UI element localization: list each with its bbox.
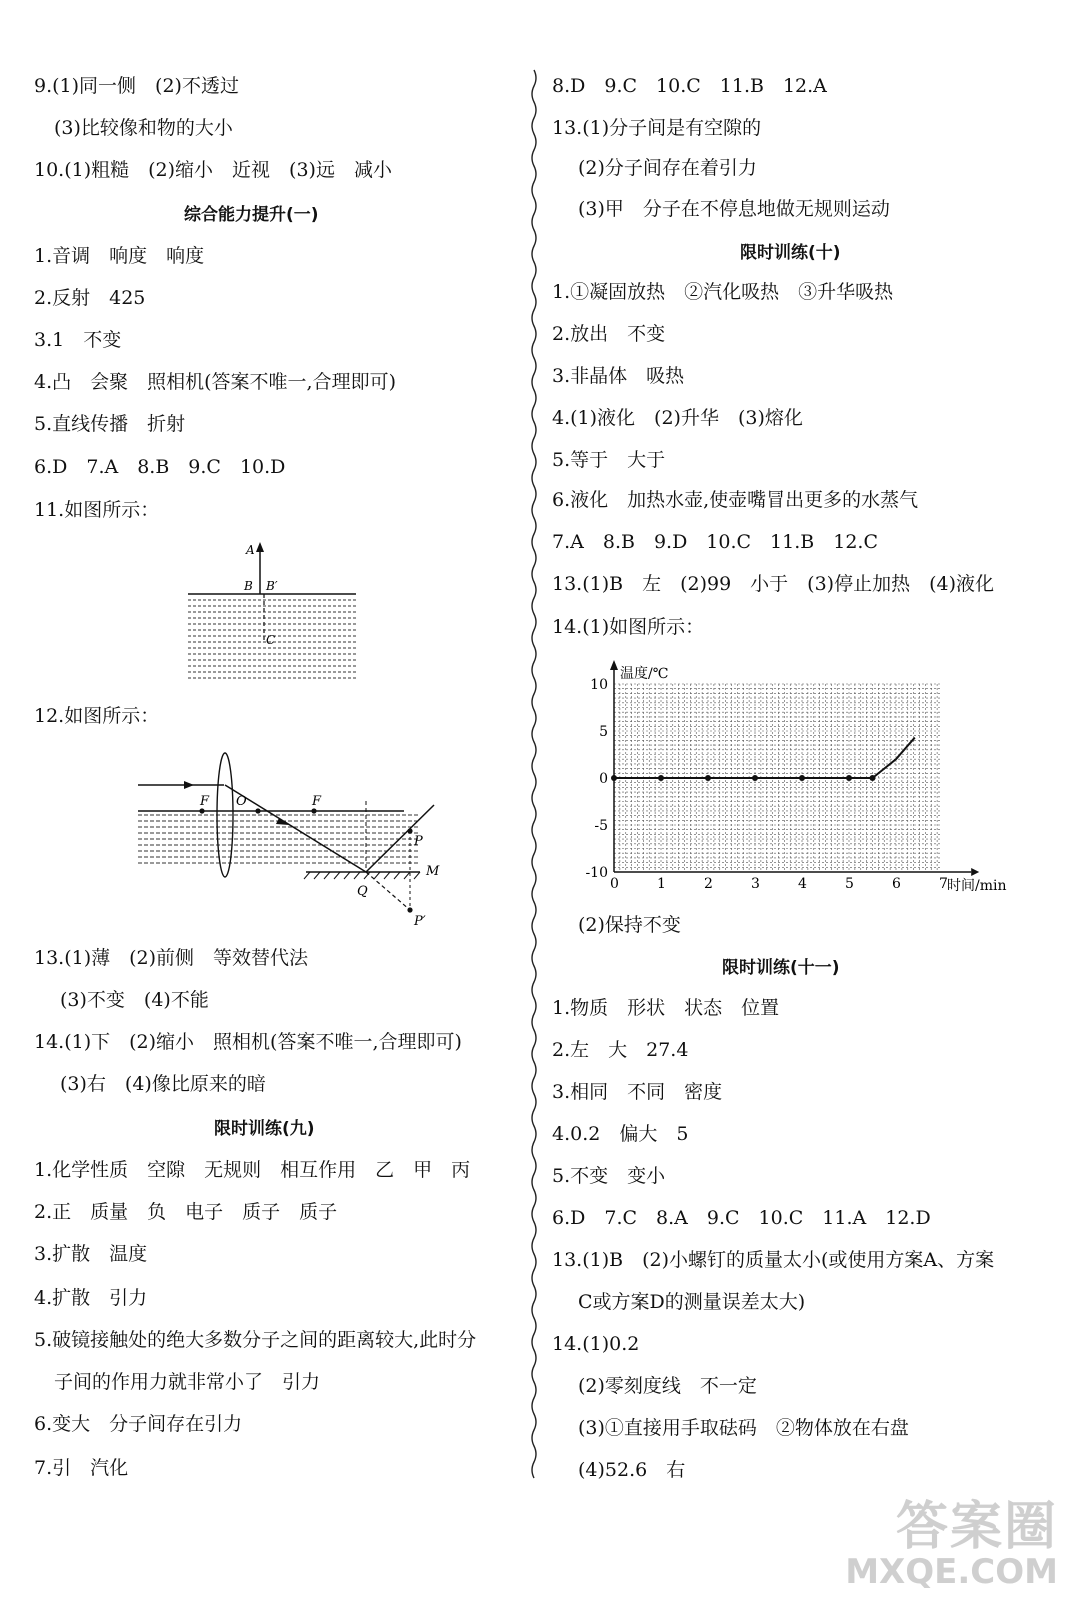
fig12-label-o: O: [236, 794, 247, 809]
y-axis-label: 温度/℃: [620, 666, 669, 682]
answer-t10-2: 2.放出 不变: [552, 323, 666, 345]
answer-t9-5b: 子间的作用力就非常小了 引力: [54, 1371, 321, 1393]
x-axis-label: 时间/min: [947, 878, 1007, 894]
y-tick-label: 10: [590, 677, 608, 693]
x-tick-label: 7: [939, 876, 948, 892]
answer-t10-6: 6.液化 加热水壶,使壶嘴冒出更多的水蒸气: [552, 489, 919, 511]
answer-t9-4: 4.扩散 引力: [34, 1287, 148, 1309]
answer-t11-13b: C或方案D的测量误差太大): [578, 1291, 806, 1313]
answer-c3: 3.1 不变: [34, 329, 122, 351]
fig12-label-q: Q: [357, 884, 368, 899]
answer-t11-6-12: 6.D 7.C 8.A 9.C 10.C 11.A 12.D: [552, 1207, 931, 1229]
answer-t11-14a: 14.(1)0.2: [552, 1333, 640, 1355]
answer-r8-12: 8.D 9.C 10.C 11.B 12.A: [552, 75, 827, 97]
section-title-comprehensive-1: 综合能力提升(一): [184, 205, 319, 225]
answer-c14b: (3)右 (4)像比原来的暗: [60, 1073, 266, 1095]
y-tick-label: 0: [599, 771, 608, 787]
fig11-label-c: C: [266, 633, 276, 647]
temperature-time-chart: [552, 650, 1042, 895]
fig11-label-b-prime: B′: [266, 579, 278, 593]
answer-t11-4: 4.0.2 偏大 5: [552, 1123, 689, 1145]
answer-t10-4: 4.(1)液化 (2)升华 (3)熔化: [552, 407, 803, 429]
x-tick-label: 6: [892, 876, 901, 892]
x-tick-label: 2: [704, 876, 713, 892]
y-tick-label: -5: [594, 818, 608, 834]
y-tick-label: 5: [599, 724, 608, 740]
answer-c13a: 13.(1)薄 (2)前侧 等效替代法: [34, 947, 309, 969]
answer-t11-14b: (2)零刻度线 不一定: [578, 1375, 757, 1397]
answer-t9-1: 1.化学性质 空隙 无规则 相互作用 乙 甲 丙: [34, 1159, 471, 1181]
x-tick-label: 5: [845, 876, 854, 892]
answer-t11-14d: (4)52.6 右: [578, 1459, 686, 1481]
answer-t9-3: 3.扩散 温度: [34, 1243, 148, 1265]
answer-t11-14c: (3)①直接用手取砝码 ②物体放在右盘: [578, 1417, 909, 1439]
answer-t10-5: 5.等于 大于: [552, 449, 666, 471]
fig12-label-f-right: F: [312, 794, 322, 809]
answer-c11: 11.如图所示：: [34, 499, 160, 521]
answer-t11-2: 2.左 大 27.4: [552, 1039, 689, 1061]
column-separator: [528, 70, 540, 1480]
data-point: [846, 775, 852, 781]
data-point: [658, 775, 664, 781]
answer-c13b: (3)不变 (4)不能: [60, 989, 209, 1011]
figure-12-lens-refraction: [134, 745, 440, 930]
answer-t10-3: 3.非晶体 吸热: [552, 365, 685, 387]
answer-10: 10.(1)粗糙 (2)缩小 近视 (3)远 减小: [34, 159, 392, 181]
fig12-label-m: M: [426, 864, 440, 879]
data-point: [752, 775, 758, 781]
data-point: [870, 775, 876, 781]
answer-9a: 9.(1)同一侧 (2)不透过: [34, 75, 239, 97]
answer-c14a: 14.(1)下 (2)缩小 照相机(答案不唯一,合理即可): [34, 1031, 462, 1053]
fig12-label-p-prime: P′: [414, 914, 426, 929]
answer-t11-3: 3.相同 不同 密度: [552, 1081, 723, 1103]
answer-t9-5a: 5.破镜接触处的绝大多数分子之间的距离较大,此时分: [34, 1329, 477, 1351]
answer-c12: 12.如图所示：: [34, 705, 160, 727]
y-axis-arrow: [610, 660, 618, 670]
answer-t10-1: 1.①凝固放热 ②汽化吸热 ③升华吸热: [552, 281, 894, 303]
answer-c5: 5.直线传播 折射: [34, 413, 186, 435]
x-tick-label: 4: [798, 876, 807, 892]
x-tick-label: 0: [610, 876, 619, 892]
answer-t11-5: 5.不变 变小: [552, 1165, 666, 1187]
answer-t9-7: 7.引 汽化: [34, 1457, 129, 1479]
data-point: [705, 775, 711, 781]
data-point: [799, 775, 805, 781]
answer-r13c: (3)甲 分子在不停息地做无规则运动: [578, 198, 890, 220]
watermark-logo-text: 答案圈: [895, 1497, 1058, 1557]
watermark: [845, 1497, 1058, 1592]
x-tick-label: 1: [657, 876, 666, 892]
answer-9b: (3)比较像和物的大小: [54, 117, 233, 139]
data-line: [614, 738, 915, 778]
answer-t10-7-12: 7.A 8.B 9.D 10.C 11.B 12.C: [552, 531, 878, 553]
answer-c4: 4.凸 会聚 照相机(答案不唯一,合理即可): [34, 371, 396, 393]
data-point: [611, 775, 617, 781]
y-tick-label: -10: [585, 865, 608, 881]
answer-t11-13a: 13.(1)B (2)小螺钉的质量太小(或使用方案A、方案: [552, 1249, 995, 1271]
section-title-training-11: 限时训练(十一): [722, 958, 840, 978]
answer-c2: 2.反射 425: [34, 287, 146, 309]
x-axis-arrow: [971, 868, 979, 876]
fig12-label-f-left: F: [200, 794, 210, 809]
answer-t9-6: 6.变大 分子间存在引力: [34, 1413, 243, 1435]
figure-11-reflection: [184, 538, 364, 688]
watermark-url: MXQE.COM: [845, 1552, 1058, 1592]
answer-t9-2: 2.正 质量 负 电子 质子 质子: [34, 1201, 338, 1223]
answer-t10-14a: 14.(1)如图所示：: [552, 616, 705, 638]
answer-r13b: (2)分子间存在着引力: [578, 157, 757, 179]
answer-t10-13: 13.(1)B 左 (2)99 小于 (3)停止加热 (4)液化: [552, 573, 995, 595]
answer-c1: 1.音调 响度 响度: [34, 245, 205, 267]
section-title-training-10: 限时训练(十): [740, 243, 841, 263]
answer-t11-1: 1.物质 形状 状态 位置: [552, 997, 780, 1019]
answer-t10-14b: (2)保持不变: [578, 914, 681, 936]
answer-r13a: 13.(1)分子间是有空隙的: [552, 117, 762, 139]
fig11-label-b: B: [244, 579, 253, 593]
fig12-label-p: P: [414, 834, 423, 849]
x-tick-label: 3: [751, 876, 760, 892]
section-title-training-9: 限时训练(九): [214, 1119, 315, 1139]
answer-c6-10: 6.D 7.A 8.B 9.C 10.D: [34, 456, 286, 478]
fig11-label-a: A: [246, 543, 255, 557]
